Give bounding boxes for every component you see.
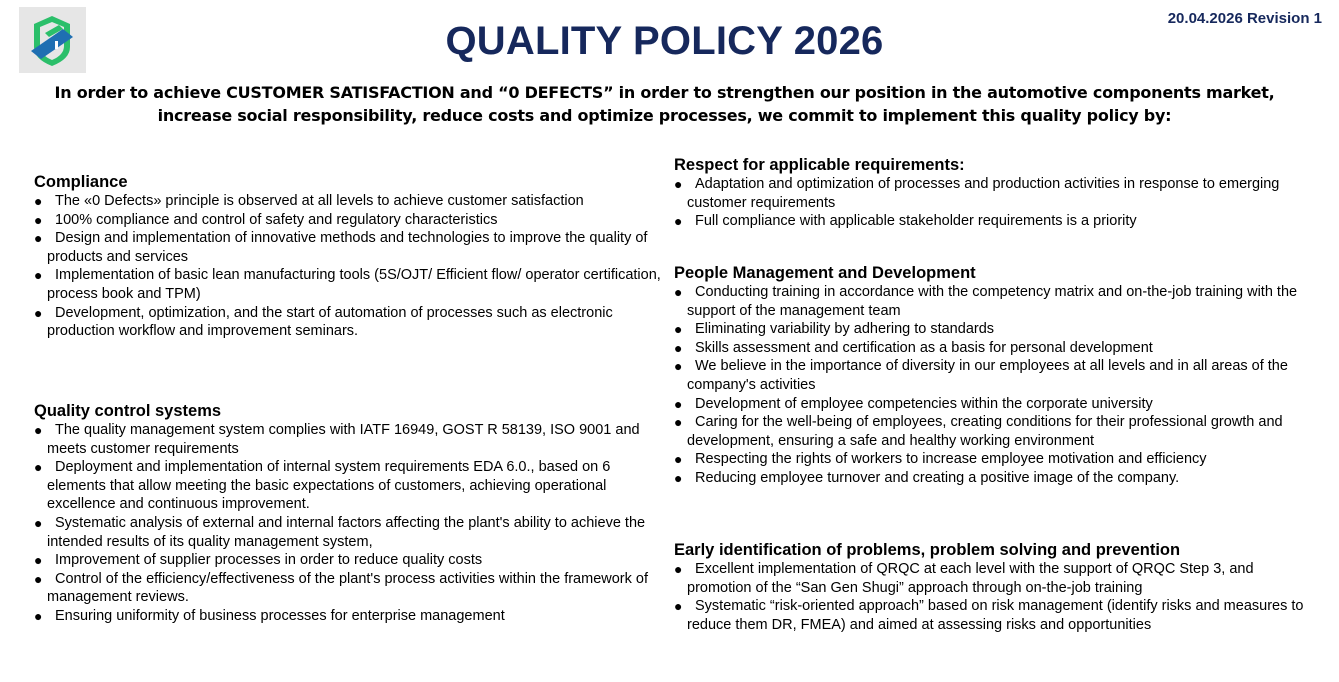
section-title: Quality control systems [34,402,222,420]
list-item: ● Development, optimization, and the start of automation of processes such as electronic production workflow and improvement seminars. [34,304,613,340]
bullet-list [34,192,664,341]
page-title: QUALITY POLICY 2026 [445,19,884,63]
list-item: ● Eliminating variability by adhering to standards [674,321,995,338]
list-item: ● Implementation of basic lean manufacturing tools (5S/OJT/ Efficient flow/ operator certification, process book and TPM) [34,267,661,302]
bullet-list [674,175,1314,231]
list-item: ● Ensuring uniformity of business processes for enterprise management [34,607,505,624]
list-item: ● Deployment and implementation of internal system requirements EDA 6.0., based on 6 elements that allow meeting the basic expectations of customers, achieving operational excellence and continuous improvement. [34,459,611,513]
list-item: ● Design and implementation of innovative methods and technologies to improve the quality of products and services [34,230,648,265]
list-item: ● Systematic “risk-oriented approach” based on risk management (identify risks and measures to reduce them DR, FMEA) and aimed at assessing risks and opportunities [674,598,1304,633]
list-item: ● Full compliance with applicable stakeholder requirements is a priority [674,213,1137,230]
section-title: Compliance [34,173,128,191]
section-requirements [674,155,1314,231]
list-item: ● Conducting training in accordance with the competency matrix and on-the-job training with the support of the management team [674,284,1298,319]
list-item: ● Systematic analysis of external and internal factors affecting the plant's ability to achieve the intended results of its quality management system, [34,514,646,550]
section-problem-solving [674,540,1314,634]
section-quality-control [34,401,664,626]
list-item: ● The «0 Defects» principle is observed at all levels to achieve customer satisfaction [34,193,584,209]
intro-statement: In order to achieve CUSTOMER SATISFACTION and “0 DEFECTS” in order to strengthen our position in the automotive components market, increase social responsibility, reduce costs and optimize processes, we commit to implement this quality policy by: [54,83,1275,125]
section-title: Respect for applicable requirements: [674,156,965,174]
revision-label: 20.04.2026 Revision 1 [1167,10,1322,27]
section-title: Early identification of problems, problem solving and prevention [674,541,1181,559]
list-item: ● Respecting the rights of workers to increase employee motivation and efficiency [674,451,1207,468]
bullet-list [34,421,664,626]
bullet-list [674,560,1314,634]
list-item: ● Caring for the well-being of employees, creating conditions for their professional growth and development, ensuring a safe and healthy working environment [674,414,1283,449]
list-item: ● Development of employee competencies within the corporate university [674,395,1153,412]
list-item: ● Control of the efficiency/effectiveness of the plant's process activities within the framework of management reviews. [34,570,648,606]
list-item: ● Improvement of supplier processes in order to reduce quality costs [34,552,483,569]
bullet-list [674,283,1314,488]
section-compliance [34,172,664,341]
list-item: ● The quality management system complies with IATF 16949, GOST R 58139, ISO 9001 and meets customer requirements [34,422,640,457]
list-item: ● We believe in the importance of diversity in our employees at all levels and in all areas of the company's activities [674,358,1288,393]
list-item: ● Excellent implementation of QRQC at each level with the support of QRQC Step 3, and promotion of the “San Gen Shugi” approach through on-the-job training [674,561,1254,596]
list-item: ● Adaptation and optimization of processes and production activities in response to emerging customer requirements [674,176,1280,211]
list-item: ● 100% compliance and control of safety and regulatory characteristics [34,211,498,228]
list-item: ● Skills assessment and certification as a basis for personal development [674,339,1153,356]
section-people-management [674,263,1314,488]
list-item: ● Reducing employee turnover and creating a positive image of the company. [674,469,1180,486]
section-title: People Management and Development [674,264,976,282]
